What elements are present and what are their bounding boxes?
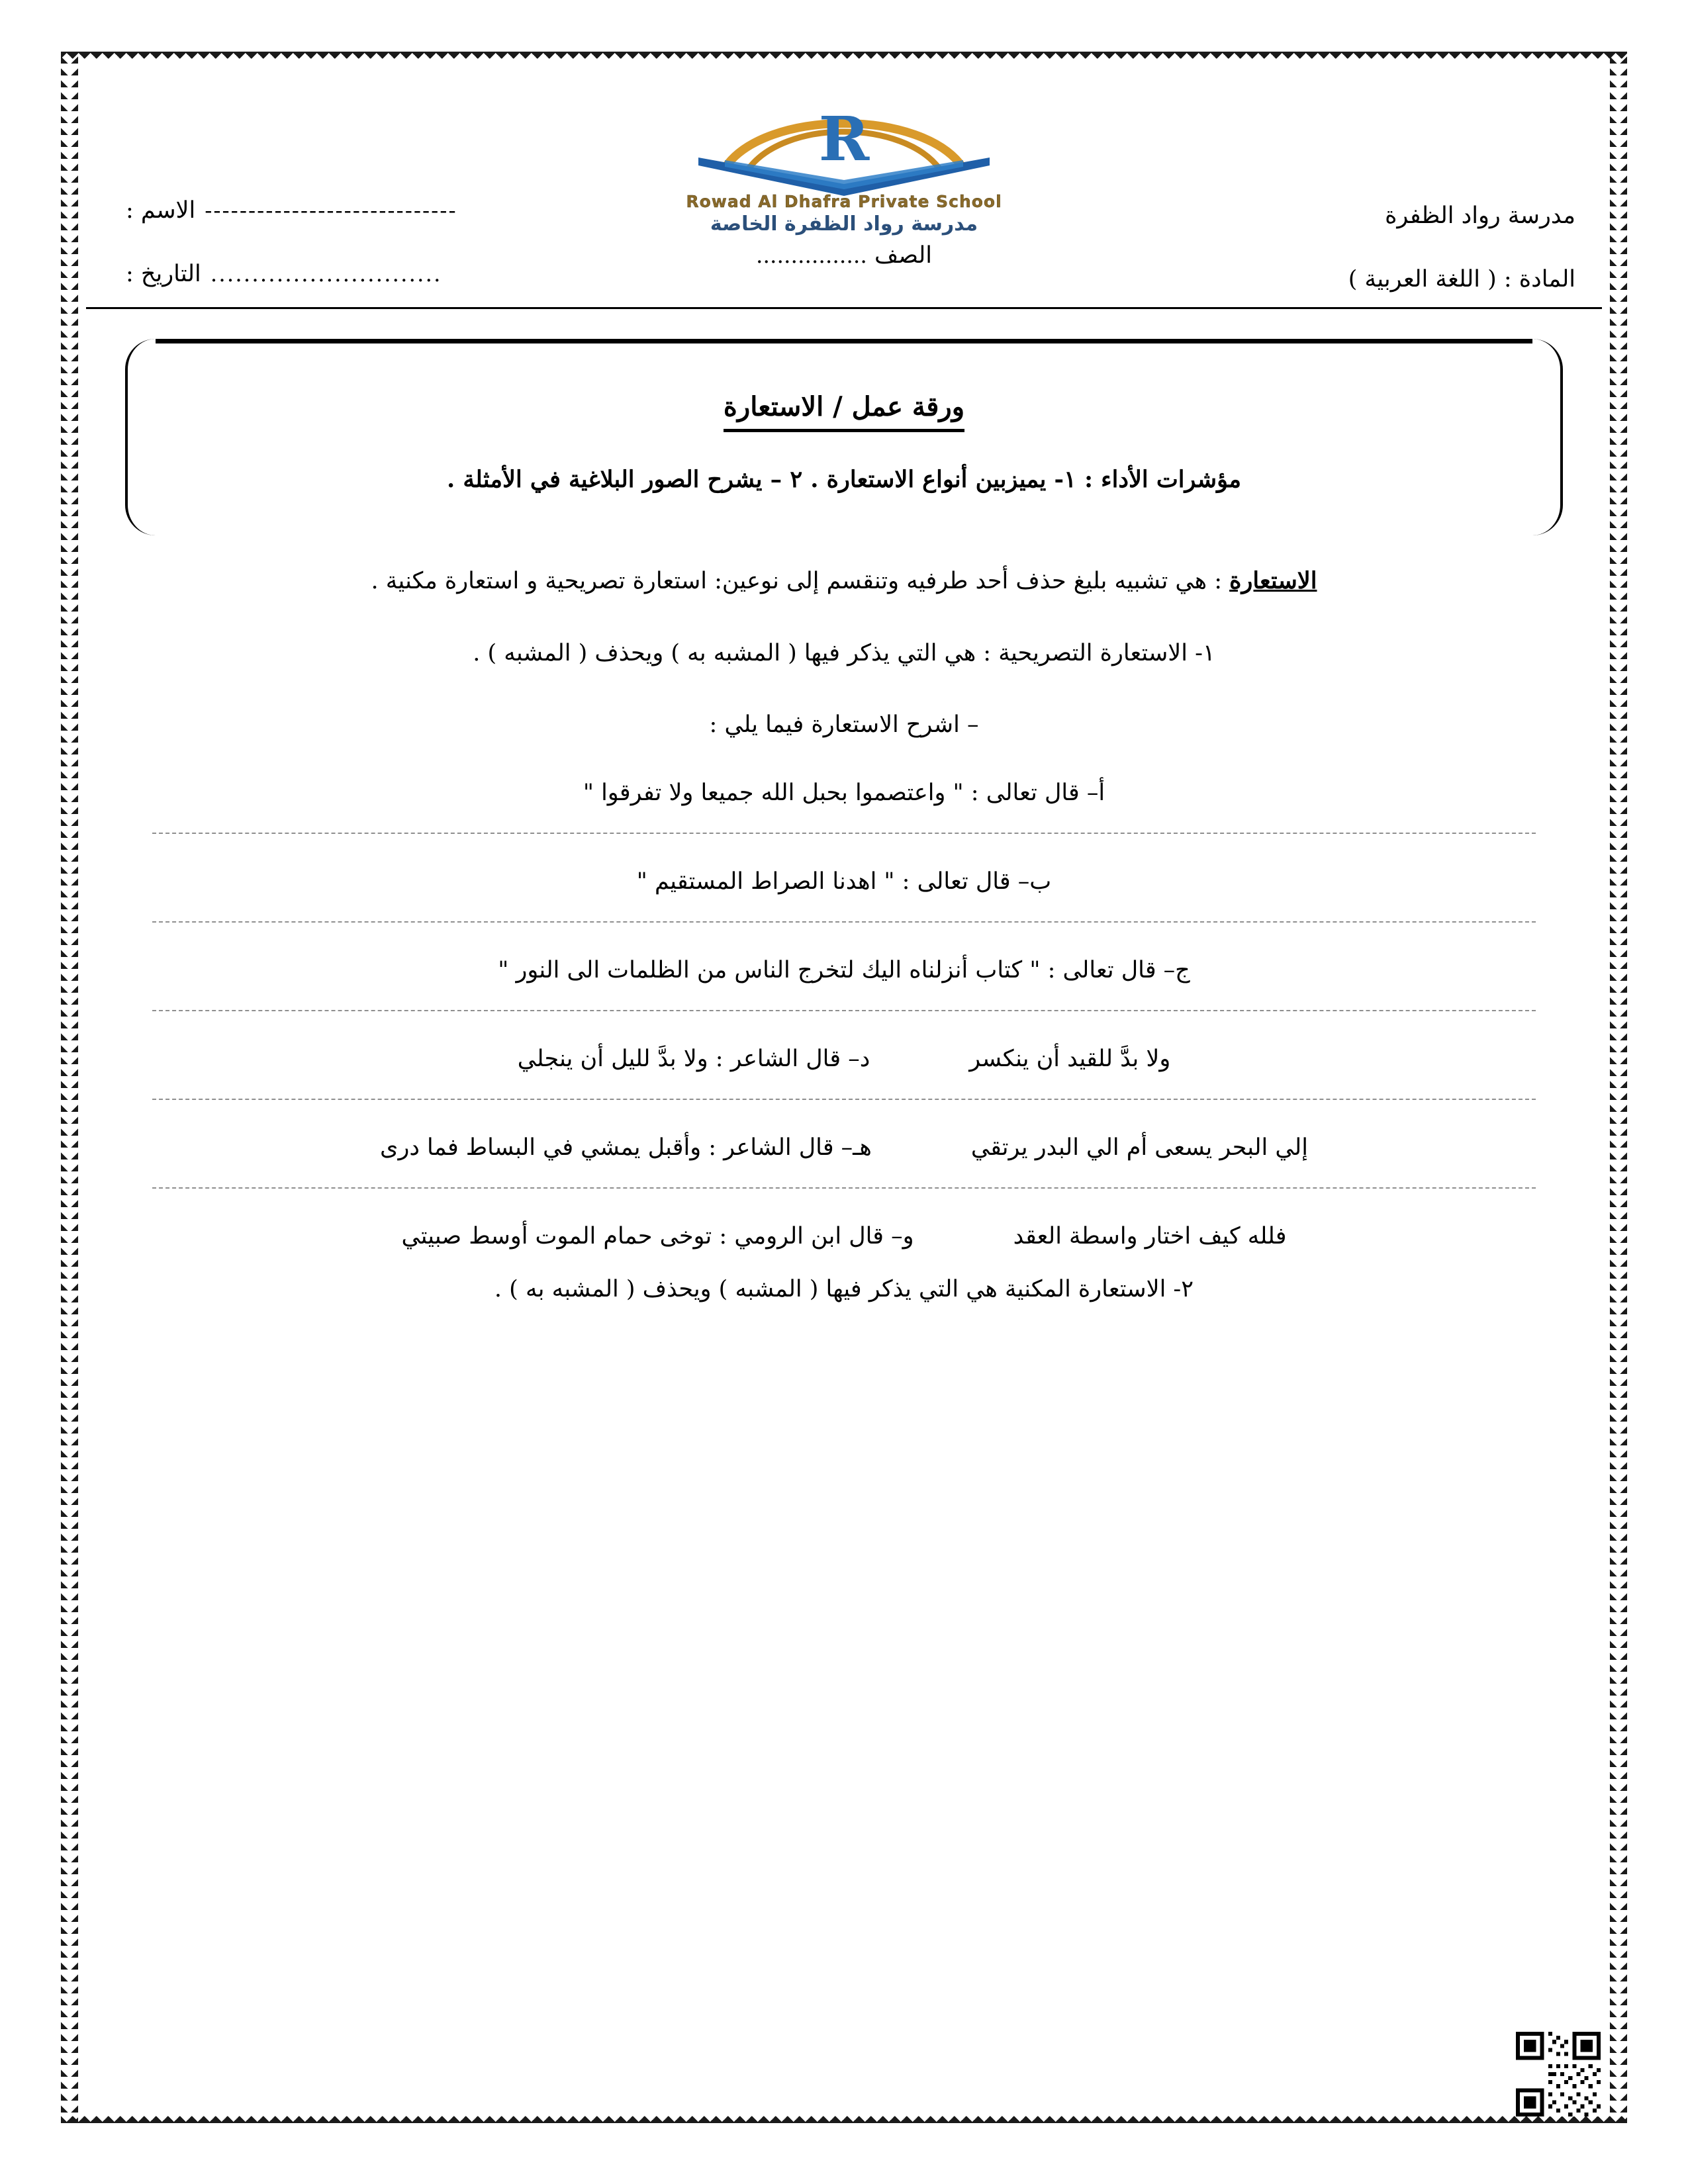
name-label: الاسم : <box>126 197 196 224</box>
header-school-name: مدرسة رواد الظفرة <box>1385 203 1575 229</box>
example-e <box>126 1134 1562 1161</box>
example-d-hemistich-2: ولا بدَّ للقيد أن ينكسر <box>969 1045 1171 1072</box>
header-date-field <box>126 261 457 287</box>
name-fill-blank[interactable]: ----------------------------- <box>205 197 457 223</box>
header-left-column <box>126 197 457 324</box>
school-logo-icon <box>685 97 1003 196</box>
bracket-right <box>1532 339 1563 535</box>
qr-code[interactable] <box>1516 2032 1601 2116</box>
example-e-hemistich-2: إلي البحر يسعى أم الي البدر يرتقي <box>970 1134 1308 1161</box>
date-label: التاريخ : <box>126 261 201 287</box>
header-subject: المادة : ( اللغة العربية ) <box>1348 266 1575 293</box>
answer-line-b[interactable] <box>152 921 1536 923</box>
performance-indicators: مؤشرات الأداء : ١- يميزبين أنواع الاستعارة . ٢ – يشرح الصور البلاغية في الأمثلة . <box>447 466 1241 493</box>
definition-paragraph <box>126 564 1562 599</box>
border-bottom-zigzag <box>61 2106 1627 2123</box>
header-name-field <box>126 197 457 224</box>
example-d <box>126 1046 1562 1072</box>
logo-english-name: Rowad Al Dhafra Private School <box>686 192 1002 211</box>
answer-line-a[interactable] <box>152 833 1536 834</box>
logo-arabic-name: مدرسة رواد الظفرة الخاصة <box>710 212 978 236</box>
worksheet-body <box>86 564 1602 1302</box>
date-fill-blank[interactable]: ............................ <box>210 261 442 287</box>
worksheet-title <box>156 343 1532 422</box>
qr-code-icon <box>1516 2032 1601 2116</box>
example-f-hemistich-1: و– قال ابن الرومي : توخى حمام الموت أوسط صبيتي <box>401 1222 914 1250</box>
document-header <box>86 77 1602 315</box>
instruction-line: – اشرح الاستعارة فيما يلي : <box>709 711 979 738</box>
worksheet-title-box <box>156 339 1532 531</box>
answer-line-e[interactable] <box>152 1187 1536 1189</box>
rule-one: ١- الاستعارة التصريحية : هي التي يذكر فيها ( المشبه به ) ويحذف ( المشبه ) . <box>473 639 1215 666</box>
answer-line-c[interactable] <box>152 1010 1536 1011</box>
example-d-hemistich-1: د– قال الشاعر : ولا بدَّ لليل أن ينجلي <box>517 1045 870 1072</box>
definition-term: الاستعارة <box>1229 567 1317 594</box>
class-label: الصف <box>874 242 932 269</box>
bracket-left <box>125 339 156 535</box>
worksheet-title-text: ورقة عمل / الاستعارة <box>724 391 964 432</box>
rule-two: ٢- الاستعارة المكنية هي التي يذكر فيها ( المشبه ) ويحذف ( المشبه به ) . <box>494 1275 1194 1302</box>
border-top-zigzag <box>61 52 1627 69</box>
header-class-field <box>756 242 932 269</box>
border-right-zigzag <box>1610 52 1627 2123</box>
header-right-column <box>1348 203 1575 330</box>
example-e-hemistich-1: هـ– قال الشاعر : وأقبل يمشي في البساط فما درى <box>380 1134 872 1161</box>
border-left-zigzag <box>61 52 78 2123</box>
school-logo <box>645 97 1043 236</box>
page-content <box>86 77 1602 2098</box>
svg-text:R: R <box>818 103 870 175</box>
example-b: ب– قال تعالى : " اهدنا الصراط المستقيم " <box>636 868 1052 895</box>
example-f-hemistich-2: فلله كيف اختار واسطة العقد <box>1013 1222 1287 1250</box>
header-divider <box>86 307 1602 309</box>
example-f <box>126 1223 1562 1250</box>
definition-text: : هي تشبيه بليغ حذف أحد طرفيه وتنقسم إلى نوعين: استعارة تصريحية و استعارة مكنية . <box>371 568 1230 594</box>
answer-line-d[interactable] <box>152 1099 1536 1100</box>
example-c: ج– قال تعالى : " كتاب أنزلناه اليك لتخرج الناس من الظلمات الى النور " <box>498 956 1190 983</box>
example-a: أ– قال تعالى : " واعتصموا بحبل الله جميعا ولا تفرقوا " <box>583 779 1105 806</box>
class-fill-blank[interactable]: ................ <box>756 242 867 268</box>
